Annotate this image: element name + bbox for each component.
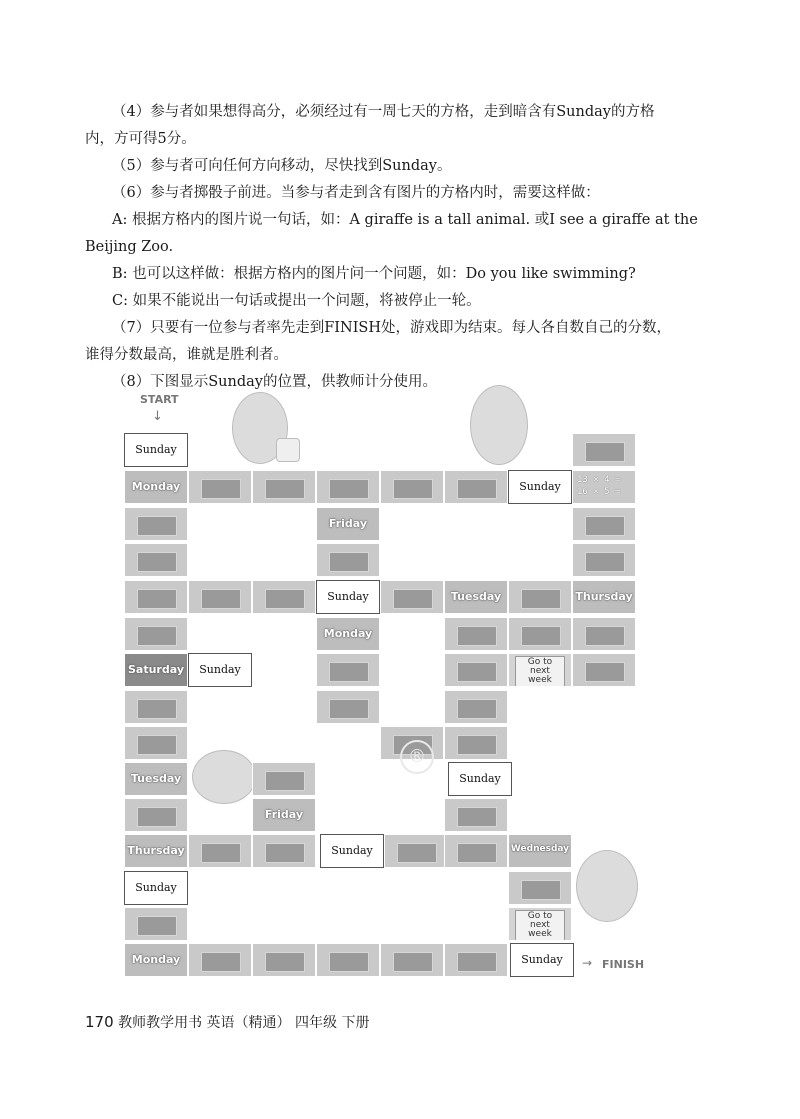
square-picture	[188, 470, 252, 504]
square-picture	[380, 470, 444, 504]
square-picture	[316, 653, 380, 687]
square-picture	[316, 470, 380, 504]
rule-5: （5）参与者可向任何方向移动，尽快找到Sunday。	[112, 158, 452, 174]
square-saturday: Saturday	[124, 653, 188, 687]
square-picture	[444, 653, 508, 687]
square-picture	[380, 580, 444, 614]
square-picture	[124, 798, 188, 832]
square-picture	[124, 690, 188, 724]
square-picture	[444, 726, 508, 760]
square-sunday: Sunday	[448, 762, 512, 796]
square-picture	[188, 580, 252, 614]
square-sunday: Sunday	[124, 871, 188, 905]
square-picture	[252, 943, 316, 977]
square-picture	[444, 690, 508, 724]
square-picture	[572, 507, 636, 541]
rule-6a-line1: A: 根据方格内的图片说一句话，如：A giraffe is a tall animal. 或I see a giraffe at the	[112, 212, 698, 228]
egg-character-icon	[192, 750, 256, 804]
square-tuesday: Tuesday	[124, 762, 188, 796]
square-thursday: Thursday	[124, 834, 188, 868]
square-picture	[124, 507, 188, 541]
square-picture	[124, 580, 188, 614]
square-picture	[444, 943, 508, 977]
square-picture	[252, 470, 316, 504]
dice-icon	[276, 438, 300, 462]
square-picture	[188, 943, 252, 977]
square-wednesday: Wednesday	[508, 834, 572, 868]
finish-label: FINISH	[602, 958, 645, 971]
square-sunday: Sunday	[320, 834, 384, 868]
square-picture	[444, 617, 508, 651]
square-go-next-week: Go to next week	[508, 653, 572, 687]
square-picture	[508, 871, 572, 905]
square-picture	[316, 943, 380, 977]
square-picture	[444, 470, 508, 504]
square-sunday: Sunday	[188, 653, 252, 687]
square-picture	[508, 580, 572, 614]
square-picture	[316, 690, 380, 724]
square-sunday: Sunday	[316, 580, 380, 614]
square-friday: Friday	[316, 507, 380, 541]
page-number: 170	[85, 1013, 114, 1031]
square-sunday: Sunday	[508, 470, 572, 504]
square-picture	[572, 543, 636, 577]
square-picture	[572, 617, 636, 651]
square-picture	[252, 834, 316, 868]
square-picture	[384, 834, 448, 868]
square-go-next-week: Go to next week	[508, 907, 572, 941]
page-footer	[85, 1012, 369, 1032]
square-picture	[124, 617, 188, 651]
square-picture	[572, 433, 636, 467]
square-picture	[252, 580, 316, 614]
square-monday: Monday	[124, 470, 188, 504]
square-thursday: Thursday	[572, 580, 636, 614]
monkey-character-icon	[470, 385, 528, 465]
square-picture	[316, 543, 380, 577]
square-picture	[188, 834, 252, 868]
rule-6: （6）参与者掷骰子前进。当参与者走到含有图片的方格内时，需要这样做：	[112, 185, 600, 201]
book-title: 教师教学用书 英语（精通） 四年级 下册	[118, 1015, 370, 1031]
start-arrow-icon: ↓	[152, 409, 163, 424]
square-friday: Friday	[252, 798, 316, 832]
square-monday: Monday	[124, 943, 188, 977]
square-picture	[124, 543, 188, 577]
rule-4-line2: 内，方可得5分。	[85, 131, 196, 147]
rule-7-line1: （7）只要有一位参与者率先走到FINISH处，游戏即为结束。每人各自数自己的分数，	[112, 320, 672, 336]
rule-6c: C: 如果不能说出一句话或提出一个问题，将被停止一轮。	[112, 293, 481, 309]
square-picture	[124, 726, 188, 760]
rule-6b: B: 也可以这样做：根据方格内的图片问一个问题，如：Do you like swimming?	[112, 266, 636, 282]
square-picture	[380, 943, 444, 977]
square-tuesday: Tuesday	[444, 580, 508, 614]
square-sunday: Sunday	[510, 943, 574, 977]
square-picture	[572, 653, 636, 687]
finish-arrow-icon: →	[582, 956, 593, 970]
rule-8: （8）下图显示Sunday的位置，供教师计分使用。	[112, 374, 437, 390]
square-sunday: Sunday	[124, 433, 188, 467]
sheep-character-icon	[576, 850, 638, 922]
start-label: START	[140, 393, 179, 406]
square-math-card: 13 × 4 = 16 × 5 =	[572, 470, 636, 504]
rule-7-line2: 谁得分数最高，谁就是胜利者。	[85, 347, 288, 363]
square-picture	[124, 907, 188, 941]
square-picture	[252, 762, 316, 796]
square-picture	[508, 617, 572, 651]
registered-watermark: ®	[400, 740, 434, 774]
rule-6a-line2: Beijing Zoo.	[85, 239, 174, 255]
square-picture	[444, 834, 508, 868]
square-bicycle	[444, 798, 508, 832]
square-monday: Monday	[316, 617, 380, 651]
rule-4-line1: （4）参与者如果想得高分，必须经过有一周七天的方格，走到暗含有Sunday的方格	[112, 104, 655, 120]
